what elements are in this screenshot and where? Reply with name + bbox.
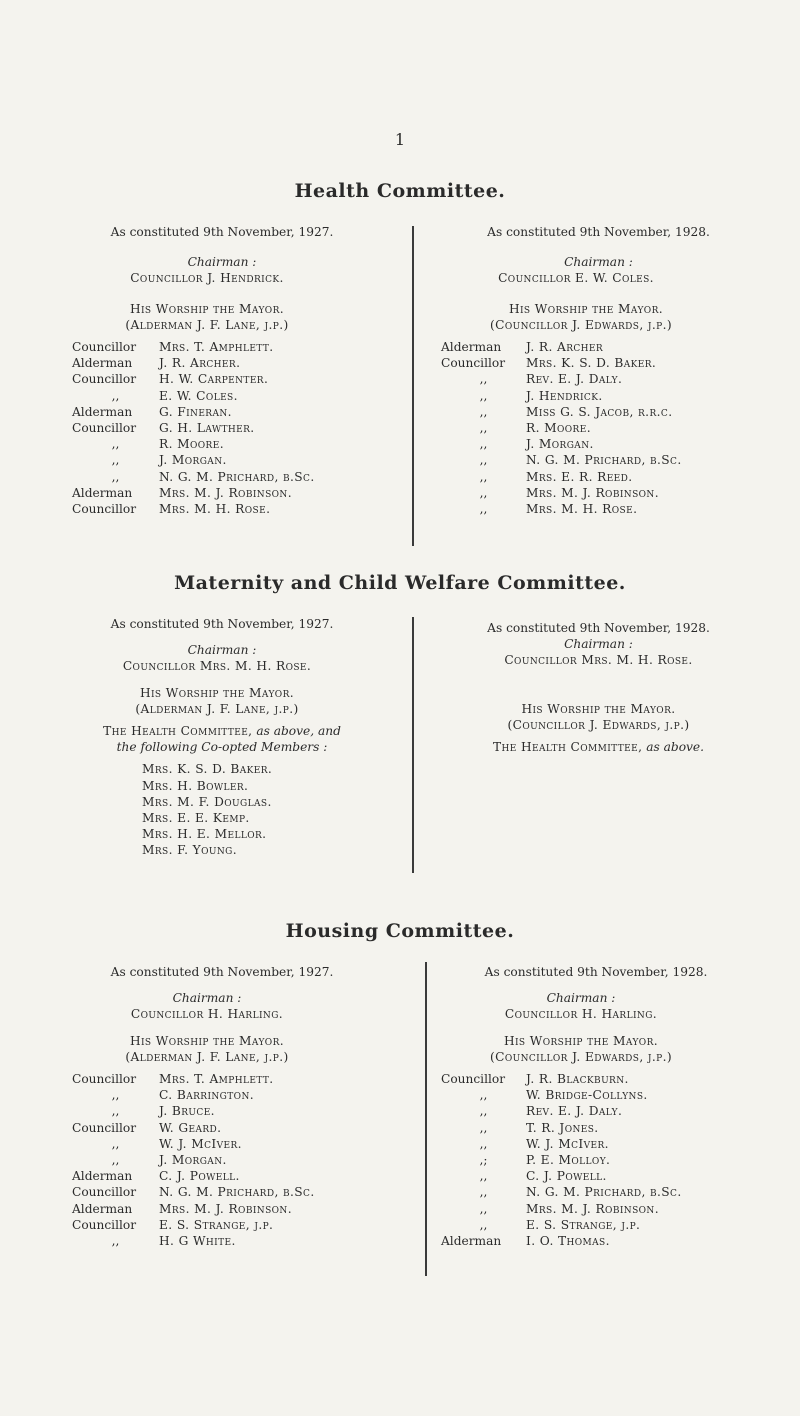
member-role: ,, (479, 1217, 488, 1232)
member-role: ,, (479, 437, 488, 452)
member-role: ,, (111, 1153, 120, 1168)
member-name: I. O. Thomas. (526, 1234, 610, 1249)
member-row (441, 1201, 771, 1217)
member-row (441, 404, 771, 420)
member-name: W. Bridge-Collyns. (526, 1088, 648, 1103)
chairman-name: Councillor H. Harling. (504, 1007, 658, 1022)
member-name: Mrs. K. S. D. Baker. (526, 356, 657, 371)
member-row (72, 371, 402, 387)
member-row (441, 1168, 771, 1184)
member-role: Alderman (72, 1169, 133, 1184)
member-name: J. Bruce. (159, 1104, 215, 1119)
member-role: Councillor (72, 372, 137, 387)
member-row (72, 501, 402, 517)
member-name: J. Morgan. (159, 453, 227, 468)
member-role: Councillor (72, 340, 137, 355)
member-row (441, 1184, 771, 1200)
mayor-line: His Worship the Mayor. (521, 701, 676, 716)
member-name: J. R. Blackburn. (526, 1072, 629, 1087)
member-role: Alderman (441, 340, 502, 355)
member-name: H. W. Carpenter. (159, 372, 269, 387)
member-name: Mrs. T. Amphlett. (159, 340, 274, 355)
mayor-line: His Worship the Mayor. (129, 1033, 285, 1048)
member-role: ,, (111, 437, 120, 452)
member-row (72, 404, 402, 420)
chairman-label: Chairman : (187, 255, 257, 270)
member-name: J. R. Archer. (159, 356, 241, 371)
chairman-name: Councillor E. W. Coles. (498, 271, 654, 286)
member-row (441, 420, 771, 436)
member-name: Mrs. M. J. Robinson. (526, 1201, 659, 1216)
member-name: C. Barrington. (159, 1088, 254, 1103)
constituted-1927: As constituted 9th November, 1927. (110, 617, 334, 631)
mayor-note: (Alderman J. F. Lane, j.p.) (135, 701, 299, 716)
member-name: W. J. McIver. (526, 1136, 609, 1151)
constituted-1927: As constituted 9th November, 1927. (110, 965, 334, 979)
member-row (72, 1201, 402, 1217)
mayor-note: (Alderman J. F. Lane, j.p.) (125, 317, 289, 332)
health-committee-reference (441, 739, 756, 755)
housing-1928-column (441, 964, 771, 1249)
member-row (441, 1152, 771, 1168)
member-role: ,, (479, 469, 488, 484)
member-role: Alderman (72, 485, 133, 500)
member-list (72, 1071, 402, 1249)
mayor-note: (Councillor J. Edwards, j.p.) (489, 1049, 673, 1064)
member-role: ,, (111, 1234, 120, 1249)
member-role: ,; (479, 1153, 488, 1168)
member-row (441, 469, 771, 485)
constituted-1927: As constituted 9th November, 1927. (110, 225, 334, 239)
member-row (72, 1087, 402, 1103)
health-ref-prefix: The Health Committee, (103, 724, 253, 739)
health-ref-prefix: The Health Committee, (492, 740, 643, 755)
constituted-1928: As constituted 9th November, 1928. (484, 965, 708, 979)
member-row (441, 1120, 771, 1136)
member-role: ,, (111, 1088, 120, 1103)
member-role: ,, (111, 1104, 120, 1119)
member-name: G. Fineran. (159, 404, 232, 419)
member-name: Mrs. M. J. Robinson. (526, 485, 659, 500)
member-name: N. G. M. Prichard, b.Sc. (159, 469, 315, 484)
member-role: Councillor (72, 421, 137, 436)
member-name: J. R. Archer (526, 340, 604, 355)
mayor-line: His Worship the Mayor. (503, 1033, 659, 1048)
member-name: Mrs. M. H. Rose. (159, 502, 271, 517)
chairman-label: Chairman : (187, 643, 257, 658)
member-name: P. E. Molloy. (526, 1153, 611, 1168)
member-name: J. Hendrick. (526, 388, 603, 403)
member-name: E. S. Strange, j.p. (526, 1217, 641, 1232)
member-role: ,, (111, 469, 120, 484)
member-name: Mrs. F. Young. (142, 843, 238, 858)
member-role: Councillor (72, 1217, 137, 1232)
member-row (72, 1071, 402, 1087)
chairman-label: Chairman : (172, 991, 242, 1006)
member-name: E. S. Strange, j.p. (159, 1217, 274, 1232)
member-row (72, 1136, 402, 1152)
member-role: Councillor (72, 1120, 137, 1135)
member-role: Alderman (72, 1201, 133, 1216)
housing-1927-column (72, 964, 402, 1249)
constituted-1928: As constituted 9th November, 1928. (487, 225, 710, 239)
member-name: J. Morgan. (159, 1153, 227, 1168)
maternity-committee-title: Maternity and Child Welfare Committee. (174, 572, 626, 594)
member-row (441, 355, 771, 371)
member-role: Councillor (72, 1072, 137, 1087)
member-row (72, 1217, 402, 1233)
member-row (72, 452, 402, 468)
member-name: Mrs. E. E. Kemp. (142, 811, 250, 826)
member-row (441, 1071, 771, 1087)
mayor-note: (Alderman J. F. Lane, j.p.) (125, 1049, 289, 1064)
member-role: ,, (111, 453, 120, 468)
health-committee-reference (72, 723, 372, 739)
coopted-label: the following Co-opted Members : (116, 740, 328, 755)
member-name: R. Moore. (159, 437, 224, 452)
member-row (72, 388, 402, 404)
member-role: ,, (111, 388, 120, 403)
member-row (441, 436, 771, 452)
member-row (441, 1103, 771, 1119)
member-row (72, 485, 402, 501)
member-row (441, 1217, 771, 1233)
member-name: Miss G. S. Jacob, r.r.c. (526, 404, 673, 419)
member-row (441, 452, 771, 468)
mayor-note: (Councillor J. Edwards, j.p.) (489, 317, 673, 332)
member-name: G. H. Lawther. (159, 421, 255, 436)
member-row (441, 501, 771, 517)
member-role: ,, (479, 1201, 488, 1216)
member-row (441, 388, 771, 404)
mayor-line: His Worship the Mayor. (139, 685, 295, 700)
member-role: ,, (479, 388, 488, 403)
member-role: Councillor (72, 1185, 137, 1200)
chairman-name: Councillor Mrs. M. H. Rose. (122, 659, 312, 674)
member-role: ,, (479, 421, 488, 436)
member-list (441, 1071, 771, 1249)
member-name: Mrs. M. F. Douglas. (142, 794, 272, 809)
member-row (72, 1152, 402, 1168)
member-list (72, 339, 402, 517)
member-row (441, 1087, 771, 1103)
member-role: ,, (479, 1169, 488, 1184)
member-role: ,, (479, 404, 488, 419)
member-name: J. Morgan. (526, 437, 594, 452)
maternity-1928-column (441, 620, 771, 755)
member-name: N. G. M. Prichard, b.Sc. (526, 1185, 682, 1200)
member-role: ,, (479, 485, 488, 500)
chairman-label: Chairman : (564, 255, 633, 270)
health-1927-column (72, 224, 402, 517)
member-role: ,, (479, 1136, 488, 1151)
member-name: Mrs. E. R. Reed. (526, 469, 633, 484)
member-name: Rev. E. J. Daly. (526, 372, 623, 387)
member-name: Mrs. K. S. D. Baker. (142, 762, 273, 777)
member-role: ,, (111, 1136, 120, 1151)
member-name: T. R. Jones. (526, 1120, 599, 1135)
member-role: Alderman (441, 1234, 502, 1249)
member-row (72, 469, 402, 485)
chairman-label: Chairman : (546, 991, 616, 1006)
mayor-line: His Worship the Mayor. (508, 301, 664, 316)
member-role: ,, (479, 372, 488, 387)
member-row (72, 339, 402, 355)
mayor-line: His Worship the Mayor. (129, 301, 285, 316)
member-row (441, 339, 771, 355)
member-list (441, 339, 771, 517)
member-name: Mrs. M. J. Robinson. (159, 485, 292, 500)
member-name: N. G. M. Prichard, b.Sc. (526, 453, 682, 468)
member-name: Mrs. M. H. Rose. (526, 502, 638, 517)
column-divider (412, 617, 414, 873)
chairman-label: Chairman : (564, 637, 633, 652)
member-row (72, 420, 402, 436)
health-ref-suffix: as above. (642, 740, 705, 755)
member-row (441, 1233, 771, 1249)
member-row (72, 355, 402, 371)
member-name: E. W. Coles. (159, 388, 238, 403)
member-name: Mrs. H. E. Mellor. (142, 827, 267, 842)
member-role: ,, (479, 1088, 488, 1103)
member-name: Mrs. T. Amphlett. (159, 1072, 274, 1087)
member-row (441, 371, 771, 387)
member-role: Alderman (72, 404, 133, 419)
page-number: 1 (394, 130, 406, 149)
member-name: C. J. Powell. (526, 1169, 607, 1184)
member-row (441, 485, 771, 501)
member-name: C. J. Powell. (159, 1169, 240, 1184)
member-row (72, 1120, 402, 1136)
chairman-name: Councillor H. Harling. (130, 1007, 284, 1022)
member-role: ,, (479, 502, 488, 517)
member-role: ,, (479, 1104, 488, 1119)
member-row (72, 1184, 402, 1200)
health-ref-suffix: as above, and (252, 724, 341, 739)
member-role: ,, (479, 1185, 488, 1200)
member-row (72, 1168, 402, 1184)
member-row (72, 436, 402, 452)
column-divider (425, 962, 427, 1276)
mayor-note: (Councillor J. Edwards, j.p.) (507, 717, 690, 732)
member-name: W. Geard. (159, 1120, 222, 1135)
member-role: ,, (479, 1120, 488, 1135)
member-name: Mrs. M. J. Robinson. (159, 1201, 292, 1216)
maternity-1927-column (72, 616, 402, 859)
member-role: Alderman (72, 356, 133, 371)
member-name: H. G White. (159, 1234, 236, 1249)
health-committee-title: Health Committee. (294, 180, 506, 202)
member-name: R. Moore. (526, 421, 591, 436)
coopted-member-list (72, 761, 402, 858)
member-name: W. J. McIver. (159, 1136, 242, 1151)
member-row (72, 1103, 402, 1119)
member-name: Rev. E. J. Daly. (526, 1104, 623, 1119)
member-row (441, 1136, 771, 1152)
member-role: ,, (479, 453, 488, 468)
member-role: Councillor (72, 502, 137, 517)
constituted-1928: As constituted 9th November, 1928. (487, 621, 710, 635)
chairman-name: Councillor Mrs. M. H. Rose. (504, 653, 693, 668)
member-name: N. G. M. Prichard, b.Sc. (159, 1185, 315, 1200)
member-row (72, 1233, 402, 1249)
member-name: Mrs. H. Bowler. (142, 778, 249, 793)
health-1928-column (441, 224, 771, 517)
housing-committee-title: Housing Committee. (285, 920, 515, 942)
member-role: Councillor (441, 1072, 506, 1087)
column-divider (412, 226, 414, 546)
chairman-name: Councillor J. Hendrick. (130, 271, 284, 286)
member-role: Councillor (441, 356, 506, 371)
